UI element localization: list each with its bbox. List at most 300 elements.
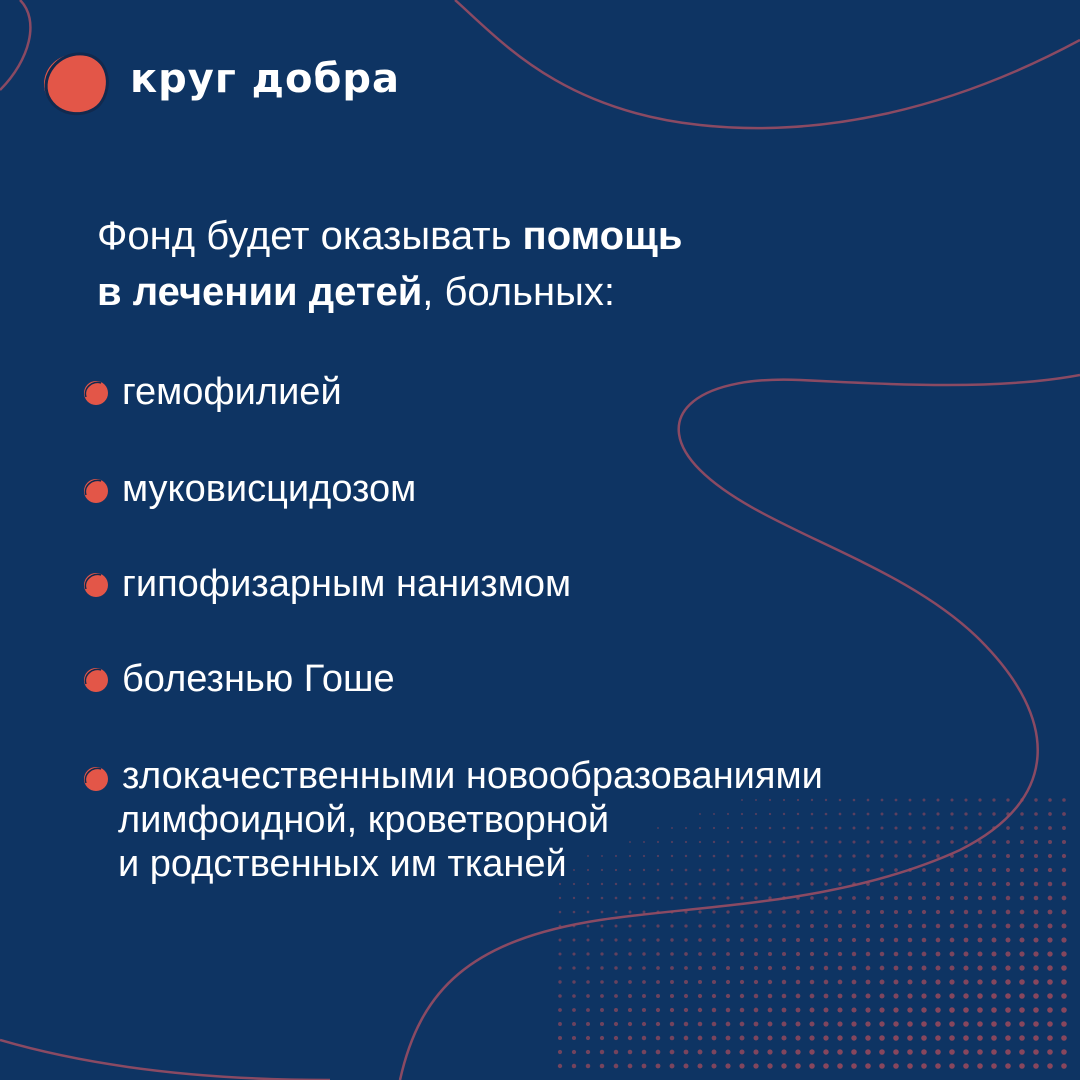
halftone-dot	[1062, 826, 1066, 830]
halftone-dot	[1034, 826, 1038, 830]
halftone-dot	[1006, 882, 1010, 886]
halftone-dot	[922, 910, 926, 914]
intro-bold1: помощь	[522, 214, 683, 258]
halftone-dot	[726, 938, 730, 942]
halftone-dot	[964, 910, 968, 914]
halftone-dot	[922, 840, 925, 843]
halftone-dot	[726, 1036, 731, 1041]
halftone-dot	[1020, 840, 1024, 844]
halftone-dot	[894, 980, 899, 985]
halftone-dot	[824, 1008, 829, 1013]
halftone-dot	[894, 938, 898, 942]
halftone-dot	[950, 882, 954, 886]
halftone-dot	[614, 1036, 618, 1040]
halftone-dot	[977, 1063, 983, 1069]
halftone-dot	[1062, 812, 1066, 816]
halftone-dot	[768, 924, 772, 928]
halftone-dot	[1034, 924, 1039, 929]
halftone-dot	[866, 924, 870, 928]
halftone-dot	[712, 1036, 717, 1041]
halftone-dot	[1033, 965, 1038, 970]
halftone-dot	[698, 1050, 703, 1055]
halftone-dot	[1019, 965, 1024, 970]
halftone-dot	[628, 966, 632, 970]
halftone-dot	[642, 952, 645, 955]
bullet-dot-icon	[83, 478, 109, 504]
bullet-dot-icon	[83, 667, 109, 693]
halftone-dot	[726, 896, 729, 899]
halftone-dot	[558, 994, 562, 998]
halftone-dot	[1005, 1049, 1011, 1055]
halftone-dot	[615, 911, 618, 914]
halftone-dot	[880, 952, 885, 957]
halftone-dot	[670, 924, 673, 927]
halftone-dot	[740, 938, 744, 942]
halftone-dot	[880, 980, 885, 985]
halftone-dot	[991, 1035, 997, 1041]
halftone-dot	[950, 938, 955, 943]
halftone-dot	[867, 813, 870, 816]
halftone-dot	[825, 813, 828, 816]
halftone-dot	[823, 1021, 828, 1026]
halftone-dot	[894, 854, 897, 857]
halftone-dot	[838, 868, 841, 871]
halftone-dot	[879, 1063, 885, 1069]
halftone-dot	[852, 980, 857, 985]
halftone-dot	[866, 840, 869, 843]
halftone-dot	[754, 980, 758, 984]
halftone-dot	[1006, 798, 1009, 801]
halftone-dot	[992, 882, 996, 886]
halftone-dot	[866, 882, 870, 886]
halftone-dot	[1005, 979, 1010, 984]
halftone-dot	[754, 966, 758, 970]
halftone-dot	[907, 979, 912, 984]
halftone-dot	[963, 1049, 969, 1055]
halftone-dot	[824, 966, 828, 970]
halftone-dot	[795, 1035, 800, 1040]
halftone-dot	[837, 1035, 842, 1040]
halftone-dot	[810, 966, 814, 970]
halftone-dot	[1061, 937, 1066, 942]
halftone-dot	[726, 966, 730, 970]
halftone-dot	[949, 1021, 955, 1027]
halftone-dot	[853, 813, 856, 816]
halftone-dot	[810, 952, 814, 956]
halftone-dot	[684, 994, 688, 998]
halftone-dot	[670, 1050, 675, 1055]
halftone-dot	[628, 994, 632, 998]
halftone-dot	[824, 854, 827, 857]
halftone-dot	[1061, 993, 1067, 999]
halftone-dot	[978, 798, 981, 801]
halftone-dot	[950, 924, 955, 929]
halftone-dot	[754, 952, 758, 956]
halftone-dot	[977, 1035, 983, 1041]
halftone-dot	[977, 1007, 983, 1013]
halftone-dot	[1005, 951, 1010, 956]
halftone-dot	[600, 1008, 604, 1012]
halftone-dot	[865, 1049, 871, 1055]
halftone-dot	[922, 924, 926, 928]
halftone-dot	[907, 1007, 912, 1012]
halftone-dot	[1019, 1035, 1025, 1041]
halftone-dot	[1061, 1063, 1067, 1069]
halftone-dot	[642, 1008, 646, 1012]
halftone-dot	[586, 1022, 590, 1026]
intro-part1: Фонд будет оказывать	[97, 214, 523, 258]
halftone-dot	[935, 979, 940, 984]
halftone-dot	[600, 1064, 605, 1069]
halftone-dot	[991, 979, 996, 984]
halftone-dot	[796, 980, 801, 985]
halftone-dot	[600, 1036, 604, 1040]
halftone-dot	[866, 966, 871, 971]
halftone-dot	[936, 854, 940, 858]
halftone-dot	[824, 882, 827, 885]
halftone-dot	[824, 896, 828, 900]
halftone-dot	[810, 910, 814, 914]
halftone-dot	[936, 812, 939, 815]
halftone-dot	[1047, 979, 1053, 985]
halftone-dot	[586, 952, 589, 955]
halftone-dot	[1061, 979, 1067, 985]
halftone-dot	[978, 896, 982, 900]
halftone-dot	[1006, 840, 1010, 844]
halftone-dot	[642, 994, 646, 998]
halftone-dot	[935, 1063, 941, 1069]
halftone-dot	[949, 993, 954, 998]
halftone-dot	[992, 826, 996, 830]
halftone-dot	[978, 868, 982, 872]
halftone-dot	[949, 1035, 955, 1041]
halftone-dot	[1006, 896, 1010, 900]
halftone-dot	[852, 938, 856, 942]
halftone-dot	[753, 1049, 758, 1054]
halftone-dot	[978, 910, 983, 915]
halftone-dot	[600, 980, 604, 984]
halftone-dot	[978, 826, 982, 830]
halftone-dot	[825, 827, 828, 830]
halftone-dot	[977, 1021, 983, 1027]
halftone-dot	[586, 1008, 590, 1012]
halftone-dot	[782, 980, 786, 984]
halftone-dot	[656, 924, 659, 927]
halftone-dot	[992, 840, 996, 844]
halftone-dot	[949, 1007, 955, 1013]
halftone-dot	[964, 812, 967, 815]
halftone-dot	[922, 966, 927, 971]
halftone-dot	[782, 952, 786, 956]
halftone-dot	[809, 1035, 814, 1040]
halftone-dot	[852, 910, 856, 914]
halftone-dot	[909, 799, 912, 802]
halftone-dot	[894, 896, 898, 900]
halftone-dot	[852, 896, 856, 900]
halftone-dot	[852, 868, 855, 871]
wave-line-topleft	[0, 0, 30, 90]
halftone-dot	[614, 952, 617, 955]
halftone-dot	[657, 897, 660, 900]
halftone-dot	[712, 910, 715, 913]
halftone-dot	[865, 1063, 871, 1069]
halftone-dot	[894, 910, 898, 914]
halftone-dot	[559, 897, 561, 899]
halftone-dot	[796, 938, 800, 942]
halftone-dot	[908, 924, 912, 928]
halftone-dot	[739, 1049, 744, 1054]
halftone-dot	[558, 1022, 562, 1026]
halftone-dot	[992, 812, 995, 815]
halftone-dot	[1033, 951, 1038, 956]
halftone-dot	[726, 994, 730, 998]
halftone-dot	[684, 1022, 688, 1026]
halftone-dot	[1034, 868, 1038, 872]
halftone-dot	[853, 827, 856, 830]
halftone-dot	[851, 1063, 857, 1069]
halftone-dot	[1019, 1063, 1025, 1069]
halftone-dot	[838, 840, 841, 843]
halftone-dot	[908, 938, 913, 943]
halftone-dot	[977, 979, 982, 984]
halftone-dot	[1006, 826, 1010, 830]
halftone-dot	[935, 1035, 941, 1041]
halftone-dot	[768, 1008, 773, 1013]
halftone-dot	[684, 1008, 688, 1012]
halftone-dot	[698, 994, 702, 998]
halftone-dot	[1020, 882, 1024, 886]
halftone-dot	[559, 911, 562, 914]
halftone-dot	[838, 882, 842, 886]
halftone-dot	[601, 925, 604, 928]
list-item-text: болезнью Гоше	[122, 658, 395, 700]
halftone-dot	[865, 1021, 870, 1026]
halftone-dot	[978, 938, 983, 943]
halftone-dot	[936, 910, 940, 914]
halftone-dot	[838, 994, 843, 999]
halftone-dot	[753, 1063, 758, 1068]
halftone-dot	[936, 924, 940, 928]
halftone-dot	[825, 841, 828, 844]
halftone-dot	[795, 1063, 801, 1069]
halftone-dot	[866, 980, 871, 985]
halftone-dot	[1006, 938, 1011, 943]
halftone-dot	[866, 938, 870, 942]
halftone-dot	[712, 980, 716, 984]
halftone-dot	[977, 951, 982, 956]
halftone-dot	[992, 868, 996, 872]
halftone-dot	[781, 1049, 786, 1054]
halftone-dot	[1019, 937, 1024, 942]
halftone-dot	[698, 980, 702, 984]
halftone-dot	[558, 1036, 562, 1040]
halftone-dot	[740, 994, 744, 998]
halftone-dot	[1006, 812, 1009, 815]
halftone-dot	[1061, 1021, 1067, 1027]
halftone-dot	[656, 1036, 661, 1041]
halftone-dot	[893, 993, 898, 998]
halftone-dot	[1061, 923, 1066, 928]
halftone-dot	[670, 938, 673, 941]
halftone-dot	[949, 965, 954, 970]
halftone-dot	[977, 993, 983, 999]
halftone-dot	[754, 924, 758, 928]
halftone-dot	[684, 1050, 689, 1055]
halftone-dot	[1034, 812, 1038, 816]
halftone-dot	[1034, 896, 1039, 901]
halftone-dot	[670, 1036, 675, 1041]
halftone-dot	[879, 1049, 885, 1055]
halftone-dot	[1034, 882, 1038, 886]
wave-line-loop	[400, 375, 1080, 1080]
halftone-dot	[865, 1007, 870, 1012]
halftone-dot	[824, 868, 827, 871]
halftone-dot	[950, 952, 955, 957]
halftone-dot	[642, 938, 645, 941]
halftone-dot	[949, 1063, 955, 1069]
halftone-dot	[740, 952, 744, 956]
halftone-dot	[839, 827, 842, 830]
halftone-dot	[881, 813, 884, 816]
halftone-dot	[949, 979, 954, 984]
intro-text	[97, 208, 897, 320]
halftone-dot	[908, 868, 912, 872]
halftone-dot	[935, 1007, 941, 1013]
list-item-text: муковисцидозом	[122, 468, 417, 510]
halftone-dot	[712, 952, 716, 956]
halftone-dot	[823, 1049, 828, 1054]
halftone-dot	[628, 1050, 633, 1055]
halftone-dot	[698, 924, 701, 927]
halftone-dot	[586, 1036, 590, 1040]
halftone-dot	[782, 938, 786, 942]
halftone-dot	[837, 1063, 843, 1069]
halftone-dot	[894, 924, 898, 928]
halftone-dot	[1020, 826, 1024, 830]
halftone-dot	[684, 910, 687, 913]
halftone-dot	[809, 1049, 814, 1054]
halftone-dot	[670, 1064, 675, 1069]
halftone-dot	[768, 896, 771, 899]
halftone-dot	[670, 910, 673, 913]
halftone-dot	[879, 993, 884, 998]
halftone-dot	[1033, 993, 1039, 999]
bullet-dot-icon	[83, 572, 109, 598]
halftone-dot	[572, 1022, 576, 1026]
halftone-dot	[684, 952, 688, 956]
halftone-dot	[838, 854, 841, 857]
halftone-dot	[936, 938, 941, 943]
halftone-dot	[698, 896, 701, 899]
halftone-dot	[587, 897, 590, 900]
halftone-dot	[963, 1021, 969, 1027]
halftone-dot	[852, 966, 857, 971]
halftone-dot	[950, 910, 954, 914]
halftone-dot	[656, 1050, 661, 1055]
halftone-dot	[922, 854, 926, 858]
halftone-dot	[740, 1008, 745, 1013]
halftone-dot	[853, 799, 856, 802]
halftone-dot	[726, 910, 729, 913]
halftone-dot	[893, 1063, 899, 1069]
halftone-dot	[893, 1035, 899, 1041]
halftone-dot	[726, 924, 730, 928]
halftone-dot	[572, 966, 575, 969]
halftone-dot	[628, 1022, 632, 1026]
halftone-dot	[768, 1022, 773, 1027]
halftone-dot	[1006, 924, 1011, 929]
halftone-dot	[656, 994, 660, 998]
halftone-dot	[587, 911, 590, 914]
halftone-dot	[1048, 798, 1052, 802]
halftone-dot	[768, 938, 772, 942]
logo-text: круг добра	[130, 56, 401, 102]
halftone-dot	[614, 938, 617, 941]
halftone-dot	[964, 840, 968, 844]
halftone-dot	[936, 896, 940, 900]
halftone-dot	[908, 910, 912, 914]
halftone-dot	[740, 910, 743, 913]
halftone-dot	[712, 994, 716, 998]
halftone-dot	[866, 994, 871, 999]
halftone-dot	[823, 1035, 828, 1040]
halftone-dot	[768, 952, 772, 956]
halftone-dot	[964, 896, 968, 900]
halftone-dot	[642, 924, 645, 927]
halftone-dot	[600, 1050, 604, 1054]
halftone-dot	[796, 1022, 801, 1027]
halftone-dot	[712, 924, 715, 927]
halftone-dot	[950, 812, 953, 815]
halftone-dot	[1061, 965, 1067, 971]
halftone-dot	[629, 911, 632, 914]
intro-bold2: в лечении детей	[97, 270, 423, 314]
halftone-dot	[1048, 896, 1053, 901]
halftone-dot	[936, 966, 941, 971]
wave-line-bottomleft	[0, 1040, 330, 1080]
halftone-dot	[838, 910, 842, 914]
halftone-dot	[754, 910, 757, 913]
halftone-dot	[642, 1050, 647, 1055]
halftone-dot	[964, 952, 969, 957]
halftone-dot	[964, 924, 969, 929]
halftone-dot	[950, 840, 954, 844]
halftone-dot	[684, 938, 687, 941]
halftone-dot	[1061, 1007, 1067, 1013]
halftone-dot	[950, 826, 953, 829]
halftone-dot	[656, 938, 659, 941]
halftone-dot	[726, 1008, 731, 1013]
halftone-dot	[922, 938, 927, 943]
halftone-dot	[880, 826, 883, 829]
halftone-dot	[698, 966, 702, 970]
halftone-dot	[586, 1050, 590, 1054]
halftone-dot	[838, 896, 842, 900]
halftone-dot	[796, 966, 800, 970]
halftone-dot	[922, 896, 926, 900]
halftone-dot	[586, 980, 590, 984]
halftone-dot	[712, 1050, 717, 1055]
halftone-dot	[740, 1022, 745, 1027]
halftone-dot	[907, 1063, 913, 1069]
halftone-dot	[796, 1008, 801, 1013]
halftone-dot	[670, 980, 674, 984]
halftone-dot	[656, 980, 660, 984]
halftone-dot	[628, 952, 631, 955]
halftone-dot	[991, 1021, 997, 1027]
halftone-dot	[1048, 854, 1052, 858]
halftone-dot	[880, 938, 884, 942]
